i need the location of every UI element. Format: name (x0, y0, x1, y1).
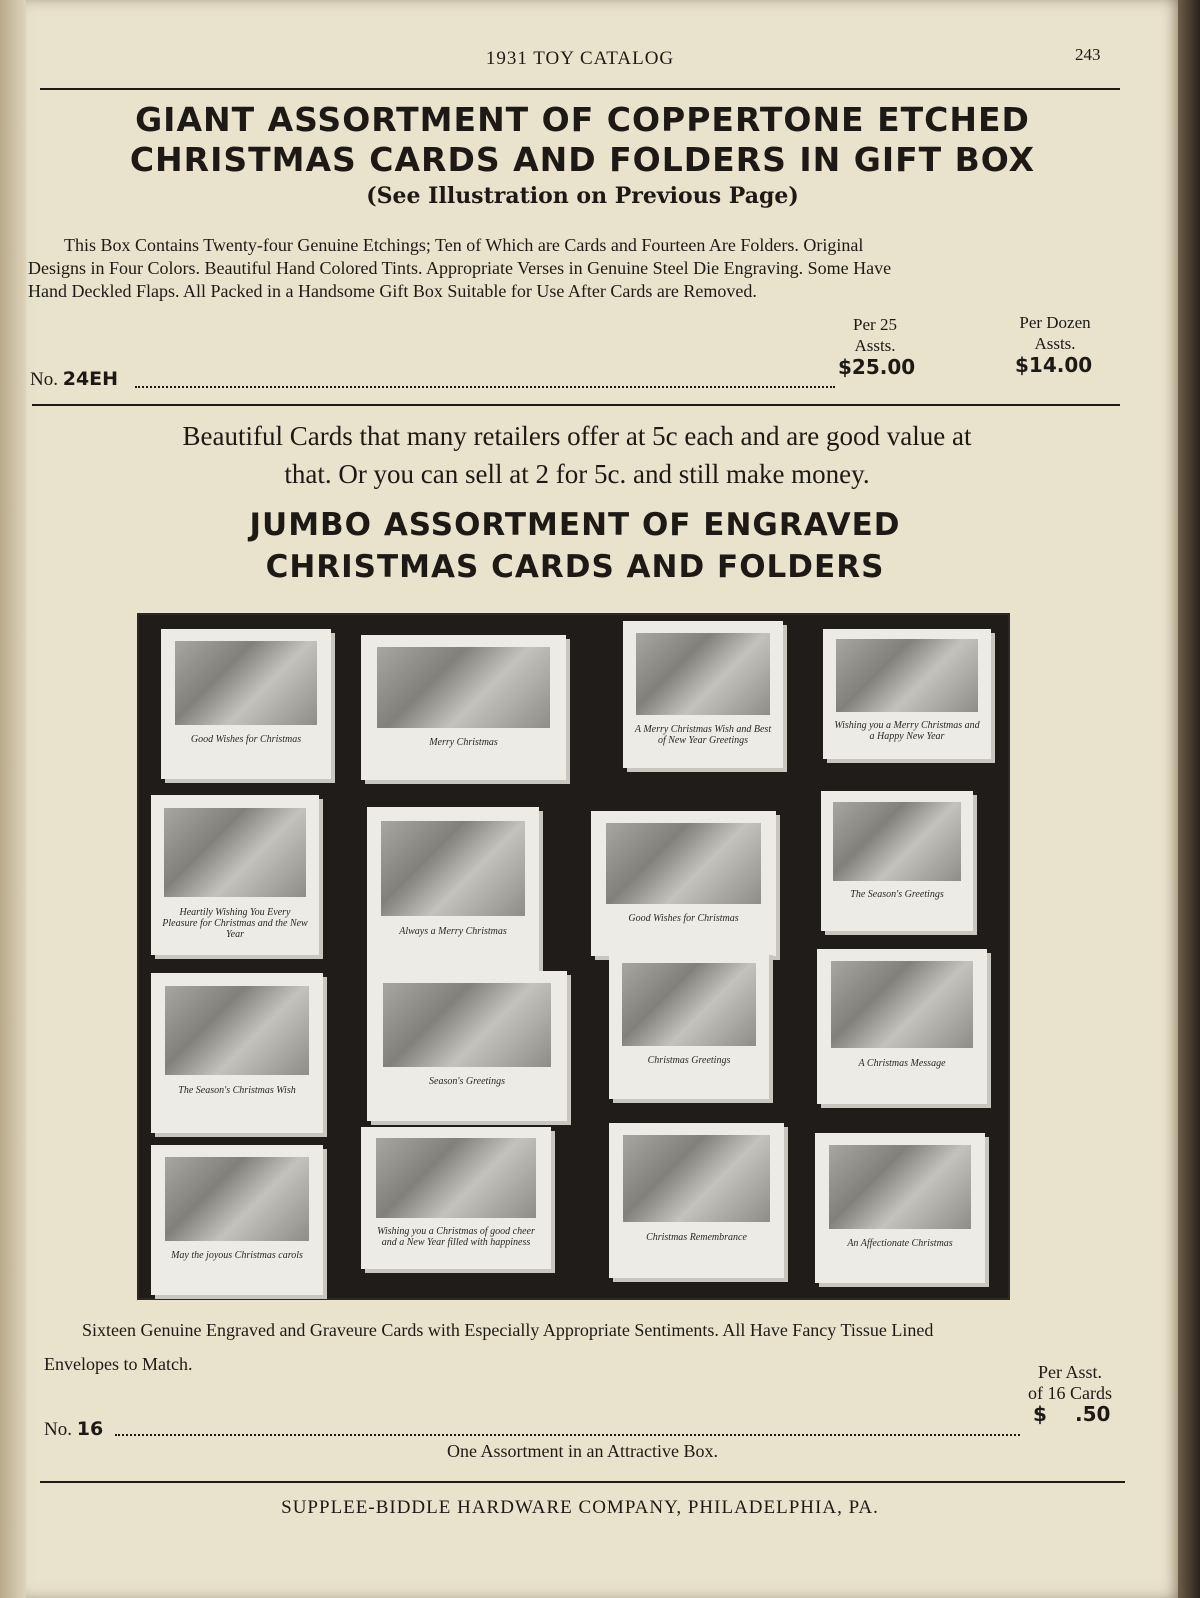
card-14 (361, 1127, 551, 1269)
price-per-dozen: $14.00 (1015, 353, 1093, 377)
tagline-line1: Beautiful Cards that many retailers offer at 5c each and are good value at (182, 421, 972, 451)
card-art (175, 641, 318, 725)
section1-title-line1: GIANT ASSORTMENT OF COPPERTONE ETCHED (135, 100, 1030, 139)
card-caption: Wishing you a Christmas of good cheer and a New Year filled with happiness (377, 1226, 535, 1249)
card-13 (151, 1145, 323, 1295)
card-art (623, 1135, 770, 1222)
item-no-value: 24EH (62, 368, 119, 390)
card-7 (591, 811, 776, 956)
card-art (636, 633, 770, 715)
section2-title-line2: CHRISTMAS CARDS AND FOLDERS (265, 549, 885, 585)
price-header-line1: Per Asst. (1037, 1362, 1102, 1382)
item-no-value: 16 (76, 1418, 104, 1440)
price-col1-header-line2: Assts. (854, 336, 896, 355)
card-caption: An Affectionate Christmas (847, 1238, 953, 1249)
section2-title-line1: JUMBO ASSORTMENT OF ENGRAVED (249, 507, 901, 543)
card-art (829, 1145, 972, 1229)
price-col2-header-line1: Per Dozen (1019, 313, 1091, 332)
card-caption: Season's Greetings (429, 1076, 505, 1087)
price-per-assortment-header (1015, 1362, 1125, 1404)
page-gutter (0, 0, 26, 1598)
price-col2-header-line2: Assts. (1034, 334, 1076, 353)
item-no-label: No. (30, 369, 58, 390)
card-caption: The Season's Christmas Wish (178, 1085, 296, 1096)
card-caption: Heartily Wishing You Every Pleasure for Christmas and the New Year (162, 907, 308, 940)
price-per-25: $25.00 (838, 355, 916, 379)
card-3 (623, 621, 783, 768)
section2-description-line1: Sixteen Genuine Engraved and Graveure Cards with Especially Appropriate Sentiments. All Have Fancy Tissue Lined (82, 1320, 934, 1340)
price-symbol: $ (1033, 1402, 1047, 1426)
publisher-footer: SUPPLEE-BIDDLE HARDWARE COMPANY, PHILADELPHIA, PA. (281, 1497, 879, 1518)
card-art (836, 639, 977, 712)
price-col1-header (820, 314, 930, 356)
card-caption: A Merry Christmas Wish and Best of New Year Greetings (634, 723, 772, 746)
item-no-label: No. (44, 1419, 72, 1440)
card-art (831, 961, 974, 1048)
header-rule (40, 88, 1120, 90)
section1-title-line2: CHRISTMAS CARDS AND FOLDERS IN GIFT BOX (129, 140, 1036, 179)
card-15 (609, 1123, 784, 1278)
section2-description-line2: Envelopes to Match. (44, 1354, 193, 1374)
card-caption: Good Wishes for Christmas (628, 912, 739, 924)
card-caption: Good Wishes for Christmas (190, 734, 302, 745)
card-caption: Christmas Greetings (647, 1054, 731, 1066)
card-art (606, 823, 761, 904)
item-16-number (44, 1418, 103, 1441)
section-divider (32, 404, 1120, 406)
card-caption: Christmas Remembrance (646, 1231, 747, 1243)
card-art (165, 986, 309, 1076)
card-caption: The Season's Greetings (850, 889, 944, 900)
card-art (833, 802, 961, 880)
card-5 (151, 795, 319, 955)
card-art (377, 647, 549, 728)
footer-rule (40, 1481, 1125, 1483)
item-24eh-number (30, 368, 118, 391)
card-caption: May the joyous Christmas carols (171, 1250, 303, 1261)
leader-dots (135, 386, 835, 388)
page-number: 243 (1075, 45, 1101, 64)
assortment-note: One Assortment in an Attractive Box. (447, 1441, 718, 1461)
section1-description-line1: This Box Contains Twenty-four Genuine Etchings; Ten of Which are Cards and Fourteen Are Folders. Original (64, 235, 864, 255)
price-header-line2: of 16 Cards (1028, 1383, 1112, 1403)
book-edge (1178, 0, 1200, 1598)
card-1 (161, 629, 331, 779)
card-art (622, 963, 756, 1046)
card-11 (609, 951, 769, 1099)
card-art (383, 983, 551, 1067)
card-12 (817, 949, 987, 1104)
card-16 (815, 1133, 985, 1283)
card-caption: Wishing you a Merry Christmas and a Happy New Year (834, 720, 980, 742)
price-col1-header-line1: Per 25 (853, 315, 897, 334)
card-caption: A Christmas Message (858, 1057, 946, 1069)
card-art (381, 821, 525, 916)
section1-description-line2: Designs in Four Colors. Beautiful Hand Colored Tints. Appropriate Verses in Genuine Steel Die Engraving. Some Have (28, 258, 892, 278)
running-title: 1931 TOY CATALOG (485, 48, 675, 69)
price-col2-header (995, 312, 1115, 354)
card-art (164, 808, 305, 898)
card-caption: Always a Merry Christmas (399, 926, 507, 937)
tagline-line2: that. Or you can sell at 2 for 5c. and still make money. (284, 459, 870, 489)
card-2 (361, 635, 566, 780)
price-per-assortment: .50 (1075, 1402, 1111, 1426)
cards-photograph (139, 615, 1008, 1298)
card-art (165, 1157, 309, 1241)
card-6 (367, 807, 539, 977)
card-caption: Merry Christmas (429, 736, 498, 748)
section1-subtitle: (See Illustration on Previous Page) (366, 183, 799, 209)
card-9 (151, 973, 323, 1133)
card-art (376, 1138, 536, 1218)
card-8 (821, 791, 973, 931)
section1-description-line3: Hand Deckled Flaps. All Packed in a Handsome Gift Box Suitable for Use After Cards are Removed. (28, 281, 757, 301)
leader-dots (115, 1434, 1020, 1436)
card-4 (823, 629, 991, 759)
card-10 (367, 971, 567, 1121)
